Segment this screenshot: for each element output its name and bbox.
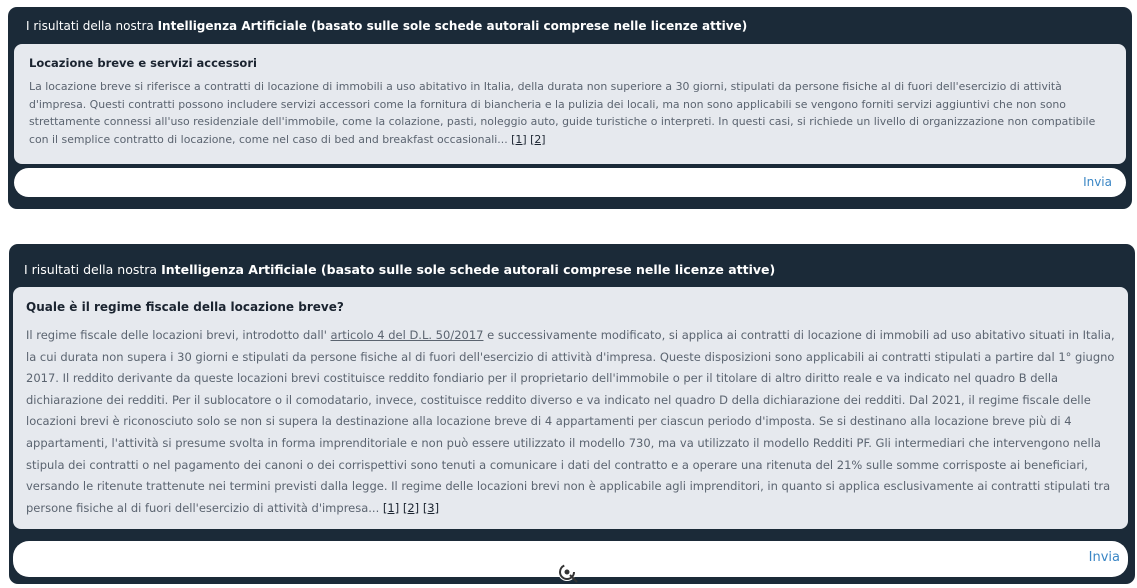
send-button[interactable]: Invia [1088,550,1120,565]
answer-body [26,325,1118,519]
question-input[interactable] [14,168,1126,197]
law-article-link[interactable]: articolo 4 del D.L. 50/2017 [330,328,484,342]
answer-text-start: Il regime fiscale delle locazioni brevi, introdotto dall' [26,328,331,342]
ai-results-panel-1 [8,7,1132,209]
ai-results-panel-2 [9,244,1135,584]
busy-cursor-icon [556,561,580,585]
answer-card [13,287,1128,529]
panel-header-bold: Intelligenza Artificiale (basato sulle sole schede autorali comprese nelle licenze attive) [157,19,748,33]
reference-link-2[interactable]: [2] [530,132,546,146]
panel-header-prefix: I risultati della nostra [24,262,162,277]
panel-header [24,262,775,277]
reference-link-1[interactable]: [1] [511,132,527,146]
answer-card [14,44,1126,164]
answer-text-rest: e successivamente modificato, si applica ai contratti di locazione di immobili ad uso abitativo situati in Italia, la cui durata non supera i 30 giorni e stipulati da persone fisiche al di fuori dell'esercizio di attività d'impresa. Queste disposizioni sono applicabili ai contratti stipulati a partire dal 1° giugno 2017. Il reddito derivante da queste locazioni brevi costituisce reddito fondiario per il proprietario dell'immobile o per il titolare di altro diritto reale e va indicato nel quadro B della dichiarazione dei redditi. Per il sublocatore o il comodatario, invece, costituisce reddito diverso e va indicato nel quadro D della dichiarazione dei redditi. Dal 2021, il regime fiscale delle locazioni brevi è riconosciuto solo se non si supera la destinazione alla locazione breve di 4 appartamenti per ciascun periodo d'imposta. Se si destinano alla locazione breve più di 4 appartamenti, l'attività si presume svolta in forma imprenditoriale e non può essere utilizzato il modello 730, ma va utilizzato il modello Redditi PF. Gli intermediari che intervengono nella stipula dei contratti o nel pagamento dei canoni o dei corrispettivi sono tenuti a comunicare i dati del contratto e a operare una ritenuta del 21% sulle somme corrisposte ai beneficiari, versando le ritenute trattenute nei termini previsti dalla legge. Il regime delle locazioni brevi non è applicabile agli imprenditori, in quanto si applica esclusivamente ai contratti stipulati tra persone fisiche al di fuori dell'esercizio di attività d'impresa... [26,328,1115,515]
reference-link-3[interactable]: [3] [422,500,440,515]
answer-text: La locazione breve si riferisce a contratti di locazione di immobili a uso abitativo in Italia, della durata non superiore a 30 giorni, stipulati da persone fisiche al di fuori dell'esercizio di attività d'impresa. Questi contratti possono includere servizi accessori come la fornitura di biancheria e la pulizia dei locali, ma non sono applicabili se vengono forniti servizi aggiuntivi che non sono strettamente connessi all'uso residenziale dell'immobile, come la colazione, pasti, noleggio auto, guide turistiche o interpreti. In questi casi, si richiede un livello di organizzazione non compatibile con il semplice contratto di locazione, come nel caso di bed and breakfast occasionali... [29,80,1096,146]
panel-header-bold: Intelligenza Artificiale (basato sulle sole schede autorali comprese nelle licenze attive) [161,262,776,277]
reference-link-1[interactable]: [1] [382,500,400,515]
reference-link-2[interactable]: [2] [402,500,420,515]
panel-header-prefix: I risultati della nostra [26,19,158,33]
answer-body [29,78,1110,148]
answer-title: Locazione breve e servizi accessori [29,56,257,70]
send-button[interactable]: Invia [1083,175,1112,189]
answer-title: Quale è il regime fiscale della locazione breve? [26,300,344,314]
panel-header [26,19,747,33]
